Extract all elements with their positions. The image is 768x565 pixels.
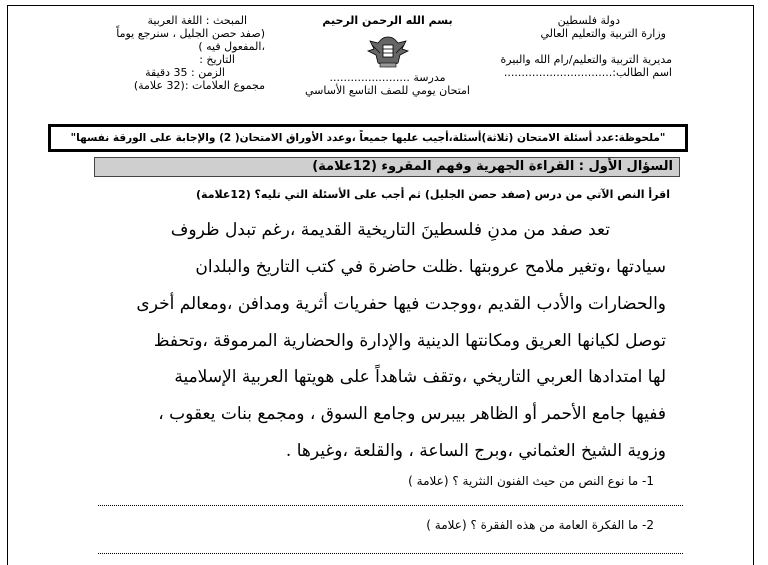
- header-middle: [300, 14, 475, 97]
- passage-line: والحضارات والأدب القديم ،ووجدت فيها حفريات أثرية ومدافن ،ومعالم أخرى: [136, 294, 666, 314]
- question-1-title: السؤال الأول : القراءة الجهرية وفهم المقروء (12علامة): [94, 157, 680, 177]
- duration: الزمن : 35 دقيقة: [145, 66, 225, 79]
- passage-line: توصل لكيانها العريق ومكانتها الدينية والإدارة والحضارية المرموقة ،وتحفظ: [153, 331, 666, 351]
- question-1-instruction: اقرأ النص الآتي من درس (صفد حصن الجليل) ثم أجب على الأسئلة التي تليه؟ (12علامة): [196, 188, 670, 201]
- question-1-item-2: 2- ما الفكرة العامة من هذه الفقرة ؟ (علامة ): [426, 518, 654, 532]
- exam-title: امتحان يومي للصف التاسع الأساسي: [305, 84, 470, 97]
- header-ministry: وزارة التربية والتعليم العالي: [540, 27, 666, 40]
- subject: المبحث : اللغة العربية: [147, 14, 247, 27]
- lesson-topic-2: ،المفعول فيه ): [198, 40, 265, 53]
- answer-line-2[interactable]: [98, 553, 683, 554]
- header-left: [50, 14, 265, 92]
- total-marks: مجموع العلامات :(32 علامة): [133, 79, 265, 92]
- basmala: بسم الله الرحمن الرحيم: [322, 14, 453, 27]
- exam-note: "ملحوظة:عدد أسئلة الامتحان (ثلاثة)أسئلة،أجيب عليها جميعاً ،وعدد الأوراق الامتحان( 2) والإجابة على الورقة نفسها": [48, 124, 688, 152]
- passage-line: تعد صفد من مدنِ فلسطينَ التاريخية القديمة ،رغم تبدل ظروف: [170, 220, 610, 240]
- passage-line: لها امتدادها العربي التاريخي ،وتقف شاهداً على هويتها العربية الإسلامية: [174, 367, 666, 387]
- palestine-emblem-icon: [366, 33, 410, 69]
- lesson-topic-1: (صفد حصن الجليل ، سنرجع يوماً: [116, 27, 265, 40]
- date-field: التاريخ :: [199, 53, 235, 66]
- question-1-item-1: 1- ما نوع النص من حيث الفنون النثرية ؟ (علامة ): [408, 474, 654, 488]
- passage-line: سيادتها ،وتغير ملامح عروبتها .ظلت حاضرة في كتب التاريخ والبلدان: [195, 257, 666, 277]
- header-country: دولة فلسطين: [557, 14, 620, 27]
- passage-line: ففيها جامع الأحمر أو الظاهر بيبرس وجامع السوق ، ومجمع بنات يعقوب ،: [158, 404, 666, 424]
- answer-line-1[interactable]: [98, 505, 683, 506]
- header-directorate: مديرية التربية والتعليم/رام الله والبيرة: [500, 53, 672, 66]
- passage-line: وزوية الشيخ العثماني ،وبرج الساعة ، والقلعة ،وغيرها .: [285, 441, 666, 461]
- school-field: مدرسة .......................: [329, 71, 446, 84]
- student-name-field: اسم الطالب:...............................: [503, 66, 672, 79]
